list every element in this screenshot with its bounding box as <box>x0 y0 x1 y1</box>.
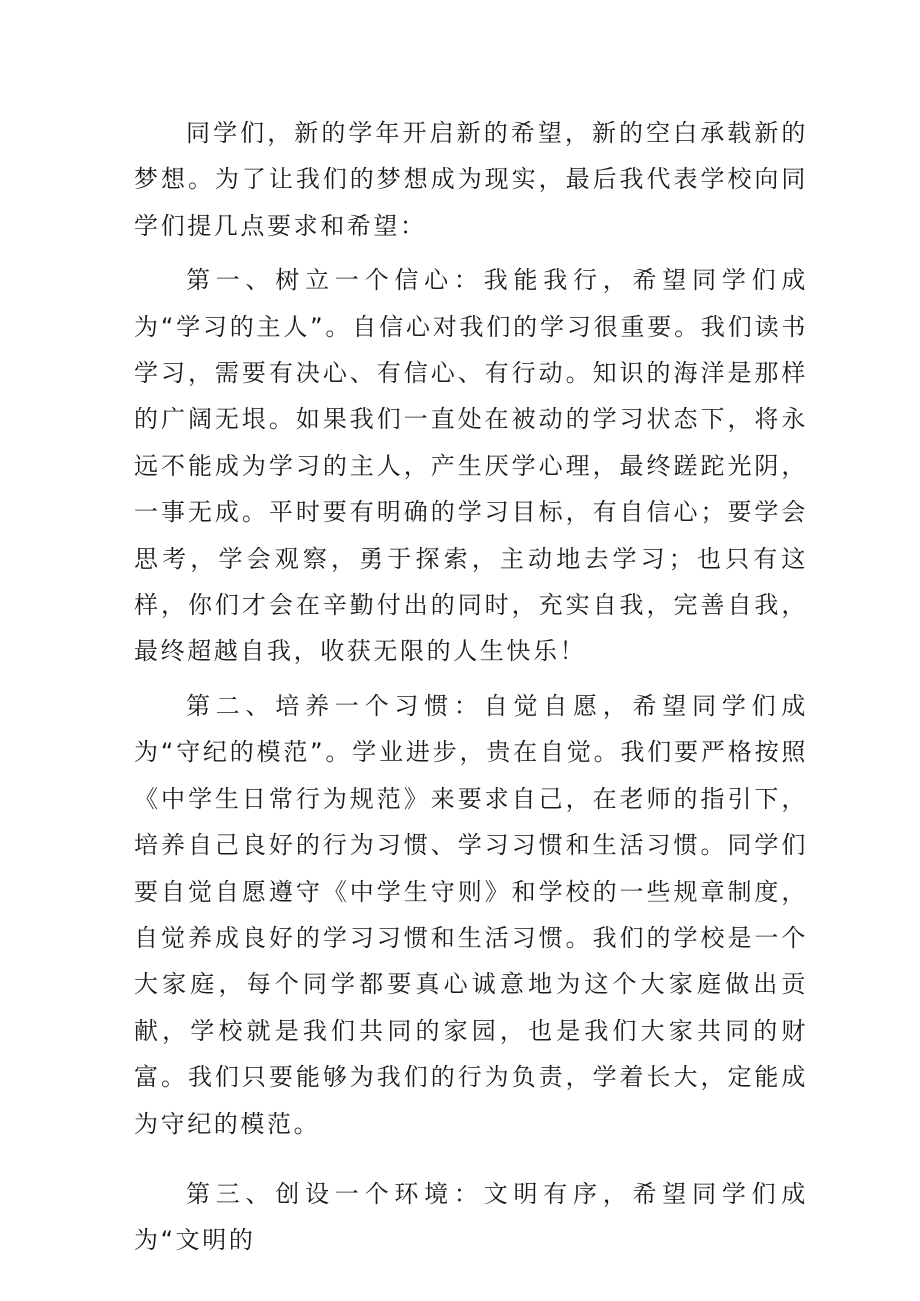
paragraph-gap <box>134 675 808 683</box>
paragraph-second-point: 第二、培养一个习惯：自觉自愿，希望同学们成为“守纪的模范”。学业进步，贵在自觉。我们要严格按照《中学生日常行为规范》来要求自己，在老师的指引下，培养自己良好的行为习惯、学习习惯和生活习惯。同学们要自觉自愿遵守《中学生守则》和学校的一些规章制度，自觉养成良好的学习习惯和生活习惯。我们的学校是一个大家庭，每个同学都要真心诚意地为这个大家庭做出贡献，学校就是我们共同的家园，也是我们大家共同的财富。我们只要能够为我们的行为负责，学着长大，定能成为守纪的模范。 <box>134 691 808 1138</box>
paragraph-first-point: 第一、树立一个信心：我能我行，希望同学们成为“学习的主人”。自信心对我们的学习很重要。我们读书学习，需要有决心、有信心、有行动。知识的海洋是那样的广阔无垠。如果我们一直处在被动的学习状态下，将永远不能成为学习的主人，产生厌学心理，最终蹉跎光阴，一事无成。平时要有明确的学习目标，有自信心；要学会思考，学会观察，勇于探索，主动地去学习；也只有这样，你们才会在辛勤付出的同时，充实自我，完善自我，最终超越自我，收获无限的人生快乐！ <box>134 266 808 666</box>
document-body <box>134 110 808 1264</box>
paragraph-third-point: 第三、创设一个环境：文明有序，希望同学们成为“文明的 <box>134 1179 808 1255</box>
paragraph-gap <box>134 249 808 257</box>
paragraph-intro: 同学们，新的学年开启新的希望，新的空白承载新的梦想。为了让我们的梦想成为现实，最后我代表学校向同学们提几点要求和希望： <box>134 119 808 240</box>
paragraph-gap <box>134 1147 808 1171</box>
